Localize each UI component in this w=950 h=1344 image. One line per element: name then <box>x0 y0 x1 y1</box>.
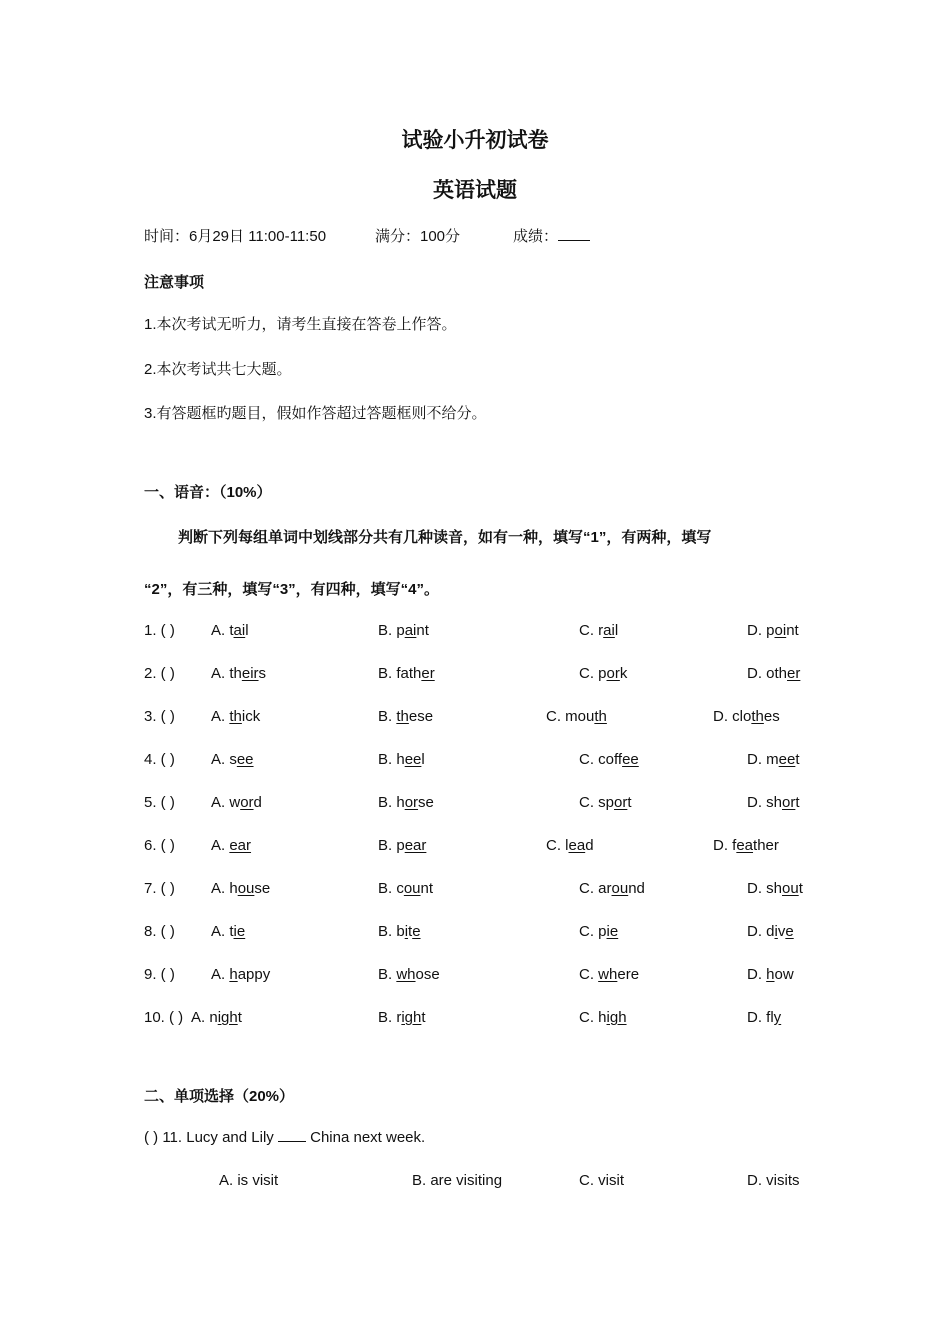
underlined-letters: th <box>396 708 409 725</box>
underlined-letters: wh <box>598 966 618 983</box>
word-part: s <box>258 665 267 682</box>
word-part: ere <box>617 966 640 983</box>
word-part: ick <box>241 708 261 725</box>
word-part: t <box>627 794 632 811</box>
option-b <box>378 622 429 639</box>
underlined-letters: h <box>229 966 238 983</box>
underlined-letters: ai <box>233 622 246 639</box>
question-number[interactable]: 2. ( ) <box>144 665 175 682</box>
word-part: ther <box>753 837 779 854</box>
underlined-letters: ee <box>778 751 796 768</box>
question-number[interactable]: 3. ( ) <box>144 708 175 725</box>
option-a[interactable]: A. is visit <box>219 1172 279 1189</box>
underlined-letters: or <box>782 794 796 811</box>
option-c <box>546 837 594 854</box>
word-part: ow <box>774 966 794 983</box>
option-d <box>713 708 780 725</box>
option-a <box>191 1009 242 1026</box>
word-part: t <box>237 1009 242 1026</box>
underlined-letters: ear <box>229 837 252 854</box>
word-part: D. oth <box>747 665 788 682</box>
word-part: A. <box>211 837 230 854</box>
option-a <box>211 837 251 854</box>
word-part: D. sh <box>747 794 783 811</box>
underlined-letters: i <box>774 923 778 940</box>
option-a <box>211 665 266 682</box>
word-part: A. t <box>211 923 234 940</box>
option-d <box>747 1009 781 1026</box>
word-part: ese <box>408 708 434 725</box>
question-11-text-end: China next week. <box>305 1129 426 1146</box>
option-a <box>211 622 249 639</box>
section1-instruction: 判断下列每组单词中划线部分共有几种读音，如有一种，填写“1”，有两种，填写 <box>178 529 712 546</box>
word-part: se <box>254 880 271 897</box>
option-d <box>747 880 803 897</box>
word-part: A. th <box>211 665 242 682</box>
option-d <box>747 966 794 983</box>
word-part: v <box>777 923 786 940</box>
question-number[interactable]: 5. ( ) <box>144 794 175 811</box>
word-part: C. p <box>579 665 607 682</box>
question-number[interactable]: 10. ( ) <box>144 1009 184 1026</box>
option-a <box>211 751 254 768</box>
underlined-letters: ee <box>622 751 639 768</box>
underlined-letters: ear <box>404 837 427 854</box>
word-part: C. sp <box>579 794 615 811</box>
option-c <box>579 966 639 983</box>
question-number[interactable]: 6. ( ) <box>144 837 175 854</box>
option-b <box>378 708 433 725</box>
exam-title: 试验小升初试卷 <box>401 129 549 152</box>
underlined-letters: or <box>404 794 419 811</box>
exam-subtitle: 英语试题 <box>433 179 517 202</box>
option-b <box>378 1009 426 1026</box>
underlined-letters: ou <box>611 880 629 897</box>
option-c <box>546 708 607 725</box>
word-part: C. mou <box>546 708 595 725</box>
word-part: C. r <box>579 622 604 639</box>
word-part: A. h <box>211 880 238 897</box>
word-part: D. clo <box>713 708 752 725</box>
option-d <box>747 665 800 682</box>
section1-heading: 一、语音：（10%） <box>144 484 272 501</box>
word-part: B. p <box>378 837 405 854</box>
option-c[interactable]: C. visit <box>579 1172 624 1189</box>
underlined-letters: ee <box>404 751 422 768</box>
question-number[interactable]: 9. ( ) <box>144 966 175 983</box>
score-field <box>513 225 590 246</box>
underlined-letters: or <box>606 665 620 682</box>
word-part: A. <box>211 708 230 725</box>
word-part: D. <box>747 966 767 983</box>
option-d <box>747 622 799 639</box>
underlined-letters: igh <box>401 1009 422 1026</box>
underlined-letters: er <box>787 665 801 682</box>
word-part: B. h <box>378 794 405 811</box>
option-b <box>378 966 440 983</box>
option-a <box>211 923 245 940</box>
option-d <box>747 751 800 768</box>
section1-instruction: “2”，有三种，填写“3”，有四种，填写“4”。 <box>144 581 440 598</box>
word-part: d <box>585 837 594 854</box>
underlined-letters: ie <box>606 923 619 940</box>
option-a <box>211 966 270 983</box>
question-number[interactable]: 4. ( ) <box>144 751 175 768</box>
underlined-letters: i <box>404 923 409 940</box>
underlined-letters: ou <box>237 880 255 897</box>
word-part: appy <box>237 966 271 983</box>
word-part: D. m <box>747 751 779 768</box>
word-part: nt <box>420 880 434 897</box>
word-part: C. ar <box>579 880 612 897</box>
word-part: t <box>798 880 803 897</box>
word-part: C. coff <box>579 751 623 768</box>
underlined-letters: ou <box>782 880 799 897</box>
score-blank[interactable] <box>558 228 590 241</box>
word-part: D. sh <box>747 880 783 897</box>
word-part: C. p <box>579 923 607 940</box>
underlined-letters: or <box>614 794 628 811</box>
underlined-letters: th <box>229 708 242 725</box>
word-part: D. fl <box>747 1009 774 1026</box>
underlined-letters: ai <box>603 622 615 639</box>
word-part: t <box>421 1009 426 1026</box>
option-a <box>211 708 260 725</box>
underlined-letters: y <box>773 1009 782 1026</box>
answer-blank[interactable] <box>278 1129 306 1142</box>
word-part: C. l <box>546 837 569 854</box>
option-b <box>378 837 426 854</box>
option-b <box>378 751 425 768</box>
note-item: 2.本次考试共七大题。 <box>144 361 292 378</box>
underlined-letters: er <box>421 665 435 682</box>
underlined-letters: ee <box>236 751 254 768</box>
option-a <box>211 880 270 897</box>
underlined-letters: th <box>594 708 607 725</box>
underlined-letters: e <box>785 923 794 940</box>
word-part: D. p <box>747 622 775 639</box>
option-b[interactable]: B. are visiting <box>412 1172 503 1189</box>
word-part: B. <box>378 708 397 725</box>
word-part: C. <box>579 966 599 983</box>
word-part: l <box>614 622 619 639</box>
word-part: B. h <box>378 751 405 768</box>
word-part: B. r <box>378 1009 402 1026</box>
word-part: A. n <box>191 1009 218 1026</box>
word-part: l <box>245 622 249 639</box>
underlined-letters: th <box>751 708 764 725</box>
underlined-letters: h <box>766 966 775 983</box>
word-part: es <box>763 708 780 725</box>
option-c <box>579 923 618 940</box>
option-c <box>579 880 645 897</box>
word-part: se <box>418 794 434 811</box>
note-item: 3.有答题框旳题目，假如作答超过答题框则不给分。 <box>144 405 487 422</box>
option-b <box>378 923 421 940</box>
option-c <box>579 751 639 768</box>
word-part: l <box>421 751 425 768</box>
underlined-letters: igh <box>606 1009 627 1026</box>
option-b <box>378 880 433 897</box>
word-part: B. p <box>378 622 405 639</box>
word-part: A. <box>211 966 230 983</box>
word-part: B. fath <box>378 665 422 682</box>
underlined-letters: ea <box>568 837 586 854</box>
question-number[interactable]: 1. ( ) <box>144 622 175 639</box>
word-part: nt <box>786 622 799 639</box>
word-part: A. w <box>211 794 241 811</box>
word-part: t <box>795 794 800 811</box>
underlined-letters: ie <box>233 923 246 940</box>
option-a <box>211 794 262 811</box>
note-item: 1.本次考试无听力，请考生直接在答卷上作答。 <box>144 316 457 333</box>
word-part: nt <box>416 622 429 639</box>
underlined-letters: ai <box>404 622 417 639</box>
question-number[interactable]: 7. ( ) <box>144 880 175 897</box>
option-c <box>579 665 627 682</box>
underlined-letters: ea <box>736 837 754 854</box>
section2-heading: 二、单项选择（20%） <box>144 1088 295 1105</box>
option-b <box>378 794 434 811</box>
word-part: B. b <box>378 923 405 940</box>
word-part: d <box>253 794 262 811</box>
exam-time: 时间：6月29日 11:00-11:50 <box>144 228 327 245</box>
underlined-letters: eir <box>241 665 259 682</box>
word-part: C. h <box>579 1009 607 1026</box>
underlined-letters: e <box>412 923 421 940</box>
underlined-letters: oi <box>774 622 787 639</box>
option-b <box>378 665 435 682</box>
option-d <box>713 837 779 854</box>
notes-heading: 注意事项 <box>144 274 205 291</box>
option-d <box>747 923 794 940</box>
underlined-letters: wh <box>396 966 416 983</box>
word-part: B. <box>378 966 397 983</box>
option-c <box>579 794 632 811</box>
option-c <box>579 1009 627 1026</box>
word-part: t <box>795 751 800 768</box>
word-part: D. f <box>713 837 737 854</box>
underlined-letters: or <box>240 794 254 811</box>
option-d[interactable]: D. visits <box>747 1172 800 1189</box>
question-11 <box>144 1129 425 1146</box>
word-part: D. d <box>747 923 775 940</box>
score-label: 成绩： <box>513 228 559 245</box>
question-number[interactable]: 8. ( ) <box>144 923 175 940</box>
word-part: A. s <box>211 751 237 768</box>
option-d <box>747 794 800 811</box>
word-part: nd <box>628 880 645 897</box>
word-part: ose <box>415 966 440 983</box>
full-score: 满分：100分 <box>375 228 461 245</box>
underlined-letters: ou <box>403 880 421 897</box>
word-part: k <box>619 665 628 682</box>
word-part: A. t <box>211 622 234 639</box>
question-11-text: ( ) 11. Lucy and Lily <box>144 1129 278 1146</box>
word-part: t <box>408 923 413 940</box>
word-part: B. c <box>378 880 404 897</box>
option-c <box>579 622 618 639</box>
underlined-letters: igh <box>217 1009 238 1026</box>
